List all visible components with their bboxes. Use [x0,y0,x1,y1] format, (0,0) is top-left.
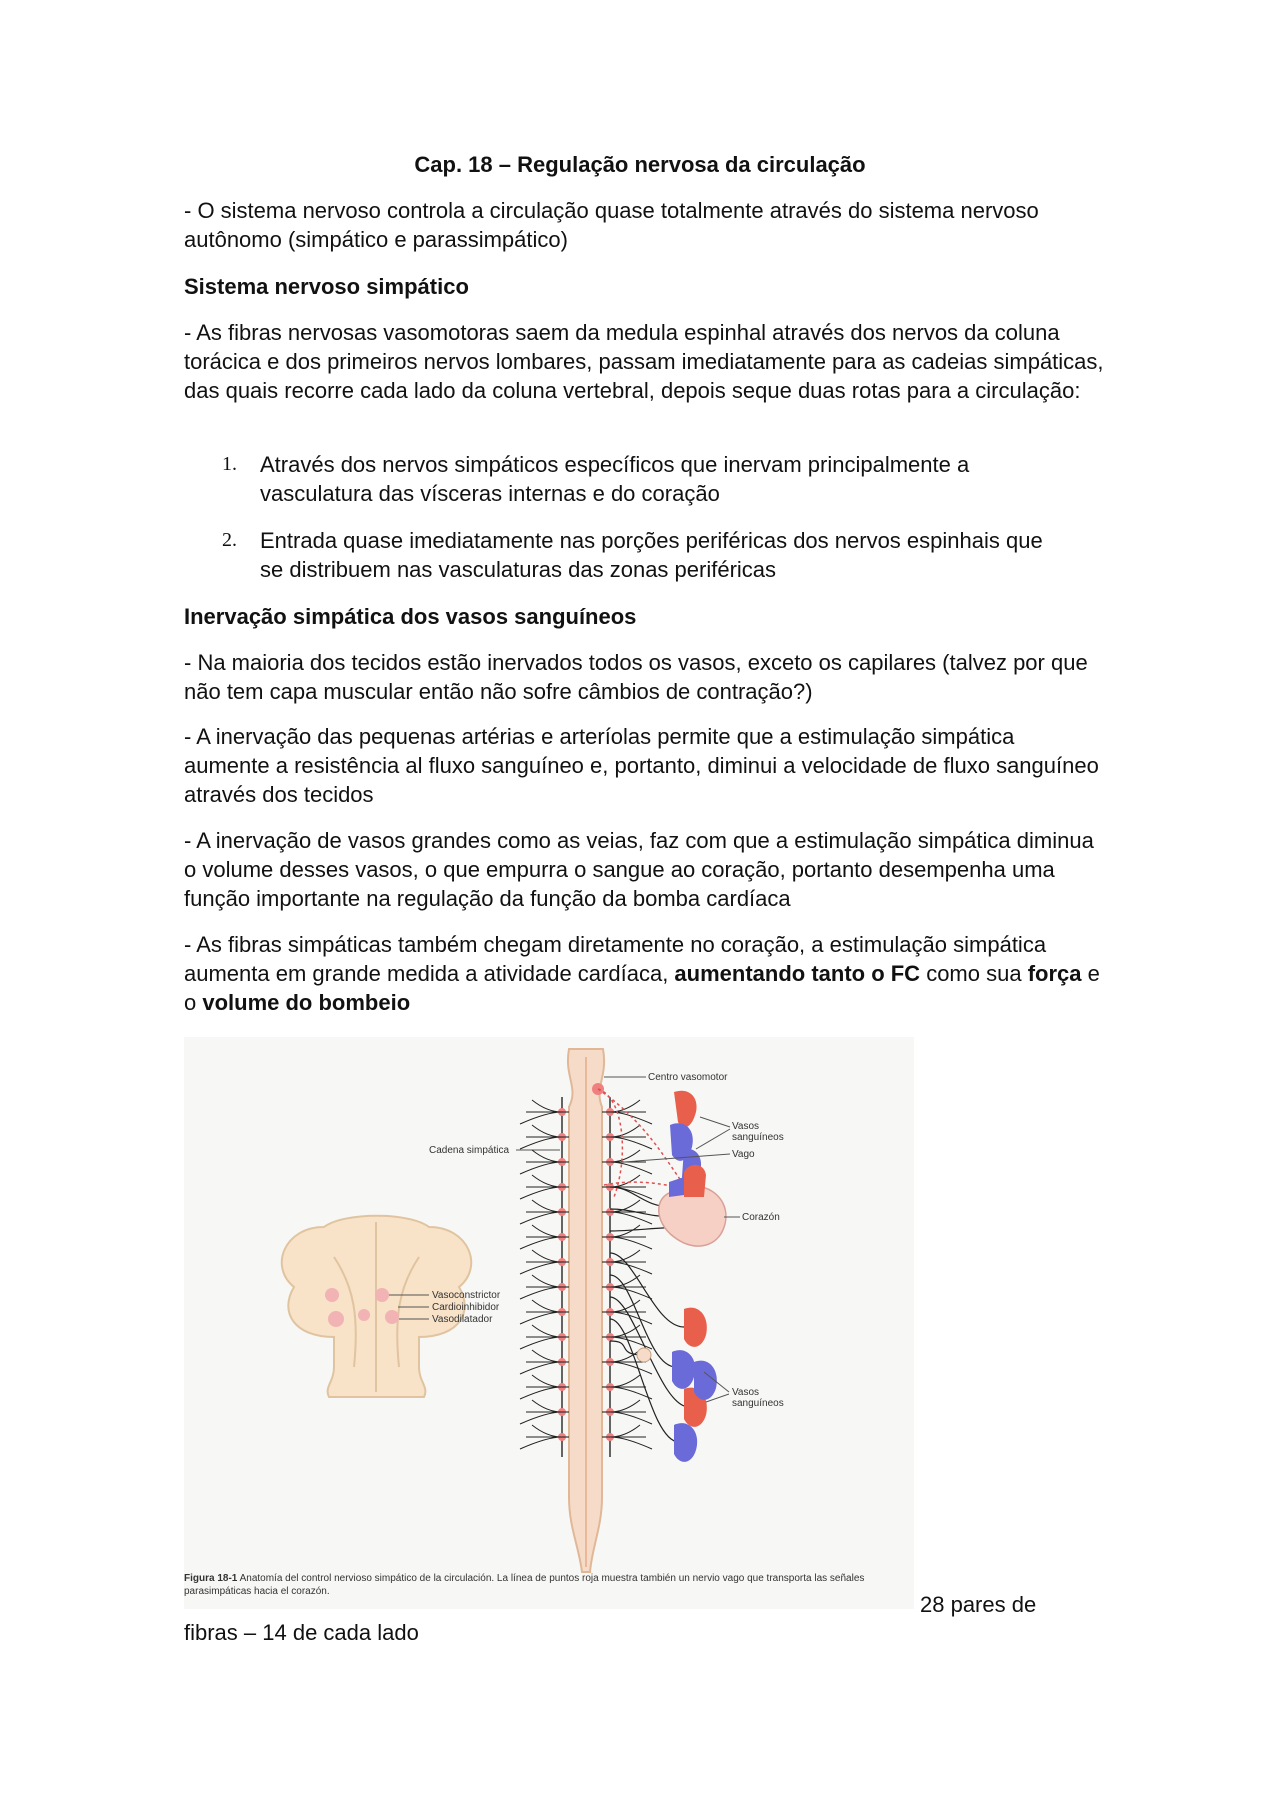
spinal-nerve-branch [520,1387,562,1399]
section-heading-innervation: Inervação simpática dos vasos sanguíneos [184,604,637,629]
spinal-nerve-branch [532,1275,562,1287]
label-vasoconstrictor: Vasoconstrictor [432,1290,501,1301]
list-number: 1. [222,453,237,475]
label-vasos-bottom: Vasos [732,1387,760,1398]
spinal-nerve-branch [610,1362,652,1374]
section-heading-sympathetic: Sistema nervoso simpático [184,274,469,299]
spinal-nerve-branch [520,1362,562,1374]
spinal-nerve-branch [610,1137,652,1149]
intro-paragraph: - O sistema nervoso controla a circulação quase totalmente através do sistema nervoso autônomo (simpático e parassimpático) [184,198,1039,252]
tail-note: fibras – 14 de cada lado [184,1620,419,1645]
spinal-nerve-branch [532,1400,562,1412]
caption-figure-number: Figura 18-1 [184,1573,238,1584]
spinal-nerve-branch [520,1137,562,1149]
spinal-nerve-branch [610,1250,640,1262]
innervation-paragraph-4 [184,930,1104,1017]
label-vasos-bottom-b: sanguíneos [732,1398,784,1409]
caption-text: Anatomía del control nervioso simpático de la circulación. La línea de puntos roja muestra también un nervio vago que transporta las señales parasimpáticas hacia el corazón. [184,1573,865,1597]
page-title: Cap. 18 – Regulação nervosa da circulação [414,152,866,177]
spinal-nerve-branch [532,1125,562,1137]
p4-bold-force: força [1027,961,1082,986]
p4-bold-volume: volume do bombeio [202,990,411,1015]
anatomy-figure [184,1037,914,1609]
spinal-nerve-branch [610,1150,640,1162]
figure-caption [184,1572,914,1598]
innervation-paragraph-2: - A inervação das pequenas artérias e arteríolas permite que a estimulação simpática aumente a resistência al fluxo sanguíneo e, portanto, diminui a velocidade de fluxo sanguíneo através dos tecidos [184,724,1099,807]
list-text: Entrada quase imediatamente nas porções periféricas dos nervos espinhais que se distribuem nas vasculaturas das zonas periféricas [260,528,1043,582]
spinal-nerve-branch [532,1250,562,1262]
vasoconstrictor-area [325,1288,339,1302]
spinal-nerve-branch [532,1425,562,1437]
list-text: Através dos nervos simpáticos específicos que inervam principalmente a vasculatura das vísceras internas e do coração [260,452,970,506]
spinal-cord [568,1049,604,1572]
spinal-nerve-branch [520,1237,562,1249]
spinal-nerve-branch [610,1237,652,1249]
spinal-nerve-branch [520,1187,562,1199]
spinal-nerve-branch [610,1162,652,1174]
spinal-nerve-branch [520,1412,562,1424]
p4-bold-fc: aumentando tanto o FC [674,961,921,986]
label-cardioinhibidor: Cardioinhibidor [432,1302,500,1313]
label-vasos-top-b: sanguíneos [732,1132,784,1143]
label-vasos-top: Vasos [732,1121,760,1132]
side-note: 28 pares de [920,1592,1037,1617]
spinal-nerve-branch [520,1337,562,1349]
visceral-nerve [610,1253,684,1327]
label-corazon: Corazón [742,1212,780,1223]
vasomotor-dotted-lines [598,1072,728,1197]
label-vasodilatador: Vasodilatador [432,1314,493,1325]
spinal-nerve-branch [520,1262,562,1274]
spinal-nerve-branch [520,1312,562,1324]
innervation-paragraph-3: - A inervação de vasos grandes como as veias, faz com que a estimulação simpática diminua o volume desses vasos, o que empurra o sangue ao coração, portanto desempenha uma função importante na regulação da função da bomba cardíaca [184,828,1094,911]
spinal-nerve-branch [610,1437,652,1449]
p4-text-a: - As fibras simpáticas também chegam diretamente no coração, a estimulação simpática aumenta em grande medida a atividade cardíaca, [184,932,1047,986]
cardioinhibitor-area [328,1311,344,1327]
spinal-nerve-branch [610,1262,652,1274]
label-cadena-simpatica: Cadena simpática [429,1145,510,1156]
sympathetic-anatomy-diagram [184,1037,914,1577]
p4-text-e: e o [184,961,1100,1015]
spinal-nerve-branch [610,1412,652,1424]
spinal-nerve-branch [610,1287,652,1299]
sympathetic-paragraph: - As fibras nervosas vasomotoras saem da medula espinhal através dos nervos da coluna torácica e dos primeiros nervos lombares, passam imediatamente para as cadeias simpáticas, das quais recorre cada lado da coluna vertebral, depois seque duas rotas para a circulação: [184,320,1104,403]
spinal-nerves [520,1100,689,1449]
vasodilator-area [385,1310,399,1324]
spinal-nerve-branch [610,1425,640,1437]
spinal-nerve-branch [610,1400,640,1412]
label-vago: Vago [732,1149,755,1160]
spinal-nerve-branch [610,1112,652,1124]
spinal-nerve-branch [532,1350,562,1362]
spinal-nerve-branch [532,1225,562,1237]
p4-text-c: como sua [920,961,1028,986]
lower-blood-vessels [637,1308,784,1462]
innervation-paragraph-1: - Na maioria dos tecidos estão inervados todos os vasos, exceto os capilares (talvez por que não tem capa muscular então não sofre câmbios de contração?) [184,650,1088,704]
label-centro-vasomotor: Centro vasomotor [648,1072,728,1083]
spinal-nerve-branch [532,1375,562,1387]
spinal-nerve-branch [520,1437,562,1449]
heart-illustration [659,1165,780,1246]
spinal-nerve-branch [532,1325,562,1337]
spinal-nerve-branch [610,1175,640,1187]
spinal-nerve-branch [532,1300,562,1312]
brainstem-illustration [282,1216,501,1397]
spinal-nerve-branch [520,1162,562,1174]
spinal-nerve-branch [520,1287,562,1299]
list-number: 2. [222,529,237,551]
spinal-nerve-branch [610,1375,640,1387]
spinal-nerve-branch [520,1112,562,1124]
spinal-nerve-branch [532,1100,562,1112]
spinal-nerve-branch [532,1150,562,1162]
spinal-nerve-branch [520,1212,562,1224]
spinal-nerve-branch [610,1125,640,1137]
spinal-nerve-branch [532,1175,562,1187]
spinal-nerve-branch [532,1200,562,1212]
